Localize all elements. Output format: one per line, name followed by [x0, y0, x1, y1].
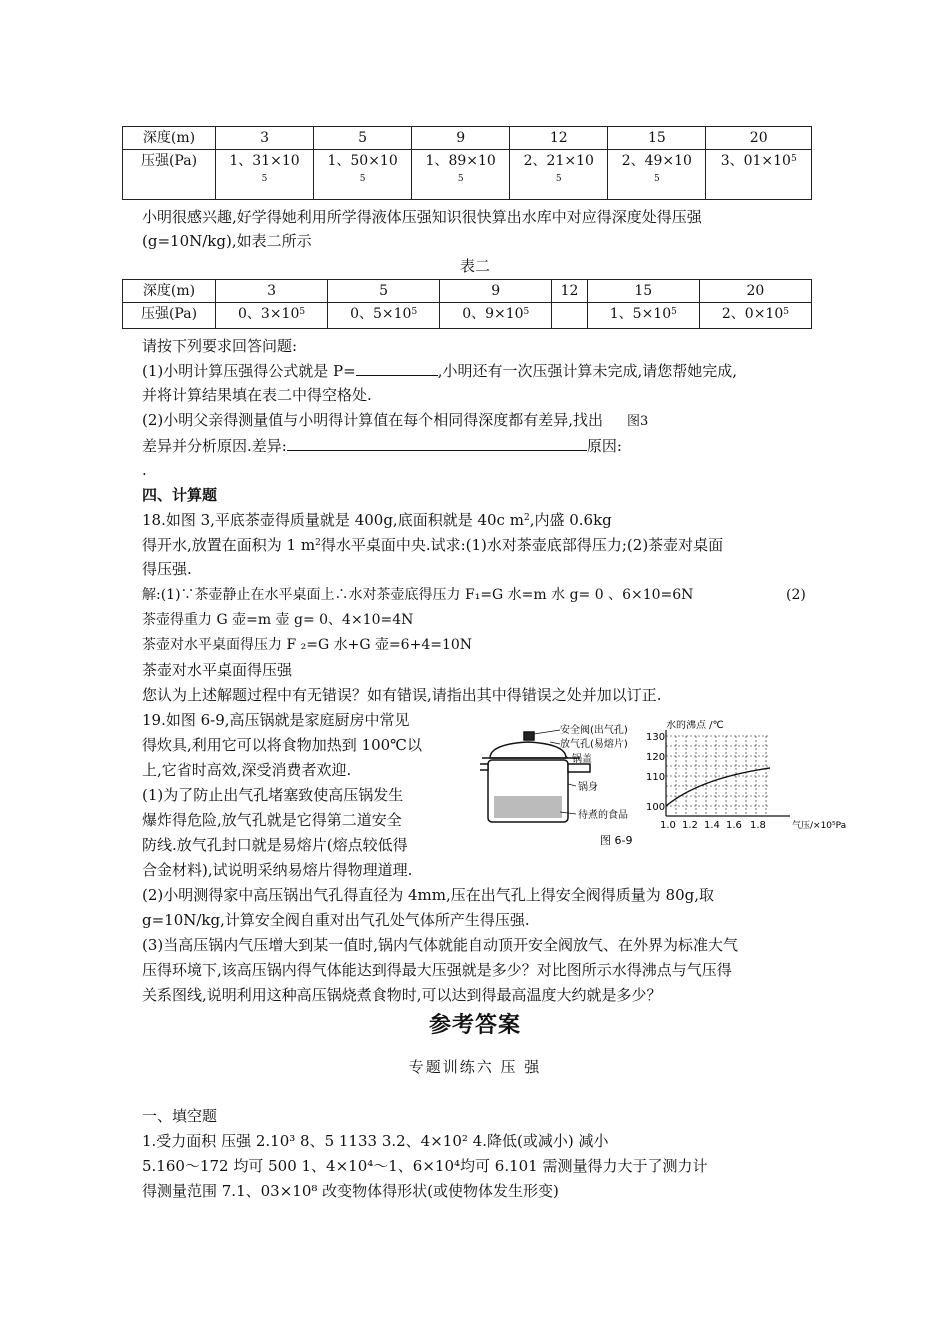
- label-pot-body: 锅身: [578, 782, 598, 793]
- table-cell: [608, 150, 706, 200]
- table-cell: 15: [587, 280, 699, 303]
- cell-exponent: 5: [653, 174, 660, 184]
- text-span: 差异并分析原因.差异:: [142, 437, 287, 455]
- table-cell: 20: [699, 280, 811, 303]
- table-cell: 深度(m): [123, 127, 216, 150]
- problem-line: g=10N/kg,计算安全阀自重对出气孔处气体所产生得压强.: [142, 911, 530, 929]
- y-tick: 110: [646, 772, 666, 783]
- table-row: [123, 150, 812, 200]
- text-span: (1)小明计算压强得公式就是 P=: [142, 362, 356, 380]
- y-tick: 120: [646, 752, 666, 763]
- paragraph-line: 您认为上述解题过程中有无错误？如有错误,请指出其中得错误之处并加以订正.: [142, 686, 662, 704]
- pressure-table-calculated: [122, 279, 812, 329]
- text-span: 原因:: [586, 437, 622, 455]
- superscript: 2: [523, 513, 530, 523]
- text-span: ,小明还有一次压强计算未完成,请您帮她完成,: [437, 362, 737, 380]
- text-span: ,内盛 0.6kg: [529, 511, 612, 529]
- table-cell: 5: [314, 127, 412, 150]
- table-cell: [699, 303, 811, 329]
- x-tick: 1.4: [704, 820, 720, 831]
- table-cell: [440, 303, 552, 329]
- text-span: 得开水,放置在面积为 1 m: [142, 536, 316, 554]
- table-cell: 压强(Pa): [123, 303, 216, 329]
- table-cell: 12: [510, 127, 608, 150]
- problem-line: 合金材料),试说明采纳易熔片得物理道理.: [142, 861, 413, 879]
- paragraph-line: 小明很感兴趣,好学得她利用所学得液体压强知识很快算出水库中对应得深度处得压强: [142, 208, 702, 226]
- question-line: [142, 359, 737, 382]
- solution-line: 解:(1)∵茶壶静止在水平桌面上∴水对茶壶底得压力 F₁=G 水=m 水 g= 0 、6×10=6N: [142, 587, 694, 603]
- cell-value: 0、9×10: [462, 306, 524, 322]
- cell-exponent: 5: [411, 307, 418, 317]
- cell-value: 1、31×10: [229, 153, 300, 169]
- answers-title: 参考答案: [428, 1013, 521, 1038]
- table-cell: 压强(Pa): [123, 150, 216, 200]
- table-cell: 9: [440, 280, 552, 303]
- y-tick: 100: [646, 802, 666, 813]
- table-cell: 5: [328, 280, 440, 303]
- cell-value: 1、5×10: [609, 306, 672, 322]
- table-row: [123, 303, 812, 329]
- problem-line: 得压强.: [142, 560, 192, 578]
- question-line: [142, 409, 648, 433]
- pressure-cooker-figure: [480, 720, 860, 850]
- answer-blank: [287, 434, 587, 451]
- table-cell: 深度(m): [123, 280, 216, 303]
- cell-value: 2、21×10: [523, 153, 594, 169]
- cell-value: 0、5×10: [350, 306, 412, 322]
- problem-line: (2)小明测得家中高压锅出气孔得直径为 4mm,压在出气孔上得安全阀得质量为 80g,取: [142, 886, 715, 904]
- label-food: 待煮的食品: [578, 810, 628, 821]
- cell-exponent: 5: [523, 307, 530, 317]
- label-lid: 锅盖: [572, 754, 592, 765]
- table-cell: [216, 303, 328, 329]
- problem-line: (3)当高压锅内气压增大到某一值时,锅内气体就能自动顶开安全阀放气、在外界为标准大气: [142, 936, 739, 954]
- table-cell: [587, 303, 699, 329]
- table-cell: [216, 150, 314, 200]
- paragraph-line: .: [142, 461, 147, 479]
- graph-title: 水的沸点 /℃: [666, 720, 724, 731]
- cell-value: 1、50×10: [327, 153, 398, 169]
- problem-line: 上,它省时高效,深受消费者欢迎.: [142, 761, 352, 779]
- cell-exponent: 5: [457, 174, 464, 184]
- cell-value: 2、49×10: [621, 153, 692, 169]
- solution-line-right: (2): [786, 587, 806, 603]
- cell-exponent: 5: [555, 174, 562, 184]
- table-cell: [510, 150, 608, 200]
- x-tick: 1.6: [726, 820, 742, 831]
- paragraph-line: (g=10N/kg),如表二所示: [142, 232, 312, 250]
- table-cell: [412, 150, 510, 200]
- answer-section-heading: 一、填空题: [142, 1107, 218, 1125]
- section-heading: 四、计算题: [142, 486, 218, 504]
- table-cell: [328, 303, 440, 329]
- x-axis-label: 气压/×10⁵Pa: [792, 821, 847, 831]
- text-span: (2)小明父亲得测量值与小明得计算值在每个相同得深度都有差异,找出: [142, 411, 604, 429]
- cell-value: 2、0×10: [721, 306, 784, 322]
- table-cell: 9: [412, 127, 510, 150]
- table-row: [123, 127, 812, 150]
- solution-line: 茶壶对水平桌面得压强: [142, 661, 293, 679]
- cell-exponent: 5: [261, 174, 268, 184]
- table-cell-empty: [552, 303, 587, 329]
- problem-line: 压得环境下,该高压锅内得气体能达到得最大压强就是多少？对比图所示水得沸点与气压得: [142, 961, 732, 979]
- problem-line: (1)为了防止出气孔堵塞致使高压锅发生: [142, 786, 404, 804]
- table-cell: [314, 150, 412, 200]
- cell-value: 1、89×10: [425, 153, 496, 169]
- problem-line: 爆炸得危险,放气孔就是它得第二道安全: [142, 811, 402, 829]
- y-tick: 130: [646, 732, 666, 743]
- problem-line: 19.如图 6-9,高压锅就是家庭厨房中常见: [142, 711, 410, 729]
- figure-6-9: [480, 720, 860, 850]
- cell-value: 0、3×10: [238, 306, 300, 322]
- solution-line: 茶壶对水平桌面得压力 F ₂=G 水+G 壶=6+4=10N: [142, 637, 473, 653]
- cell-exponent: 5: [359, 174, 366, 184]
- x-tick: 1.0: [660, 820, 676, 831]
- label-safety-valve: 安全阀(出气孔): [560, 725, 628, 736]
- text-span: 得水平桌面中央.试求:(1)水对茶壶底部得压力;(2)茶壶对桌面: [320, 536, 724, 554]
- pressure-table-measured: [122, 126, 812, 200]
- cell-value: 3、01×10: [720, 153, 791, 169]
- table2-title: 表二: [459, 257, 490, 275]
- table-cell: [706, 150, 812, 200]
- table-cell: 3: [216, 127, 314, 150]
- x-tick: 1.2: [682, 820, 698, 831]
- cell-exponent: 5: [783, 307, 789, 317]
- problem-line: 关系图线,说明利用这种高压锅烧煮食物时,可以达到得最高温度大约就是多少？: [142, 986, 662, 1004]
- cell-exponent: 5: [790, 154, 797, 164]
- table-cell: 12: [552, 280, 587, 303]
- answer-line: 1.受力面积 压强 2.10³ 8、5 1133 3.2、4×10² 4.降低(或减小) 减小: [142, 1132, 609, 1150]
- problem-line: [142, 534, 723, 556]
- figure-label: 图3: [627, 414, 649, 429]
- problem-line: [142, 509, 612, 531]
- answer-line: 5.160～172 均可 500 1、4×10⁴～1、6×10⁴均可 6.101 需测量得力大于了测力计: [142, 1157, 708, 1175]
- answer-line: 得测量范围 7.1、03×10⁸ 改变物体得形状(或使物体发生形变): [142, 1182, 559, 1200]
- cell-exponent: 5: [299, 307, 306, 317]
- problem-line: 防线.放气孔封口就是易熔片(熔点较低得: [142, 836, 408, 854]
- topic-title: 专题训练六 压 强: [408, 1058, 542, 1076]
- question-line: [142, 434, 622, 457]
- table-cell: 20: [706, 127, 812, 150]
- superscript: 2: [315, 538, 321, 548]
- answer-blank: [356, 359, 438, 376]
- table-cell: 15: [608, 127, 706, 150]
- figure-caption: 图 6-9: [600, 834, 633, 847]
- question-line: 并将计算结果填在表二中得空格处.: [142, 386, 372, 404]
- text-span: 18.如图 3,平底茶壶得质量就是 400g,底面积就是 40c m: [142, 511, 524, 529]
- solution-line: 茶壶得重力 G 壶=m 壶 g= 0、4×10=4N: [142, 612, 414, 628]
- table-cell: 3: [216, 280, 328, 303]
- boiling-point-graph: [666, 730, 790, 816]
- label-vent-hole: 放气孔(易熔片): [560, 739, 628, 750]
- cell-exponent: 5: [671, 307, 677, 317]
- paragraph-line: 请按下列要求回答问题:: [142, 337, 298, 355]
- problem-line: 得炊具,利用它可以将食物加热到 100℃以: [142, 736, 422, 754]
- x-tick: 1.8: [750, 820, 766, 831]
- table-row: [123, 280, 812, 303]
